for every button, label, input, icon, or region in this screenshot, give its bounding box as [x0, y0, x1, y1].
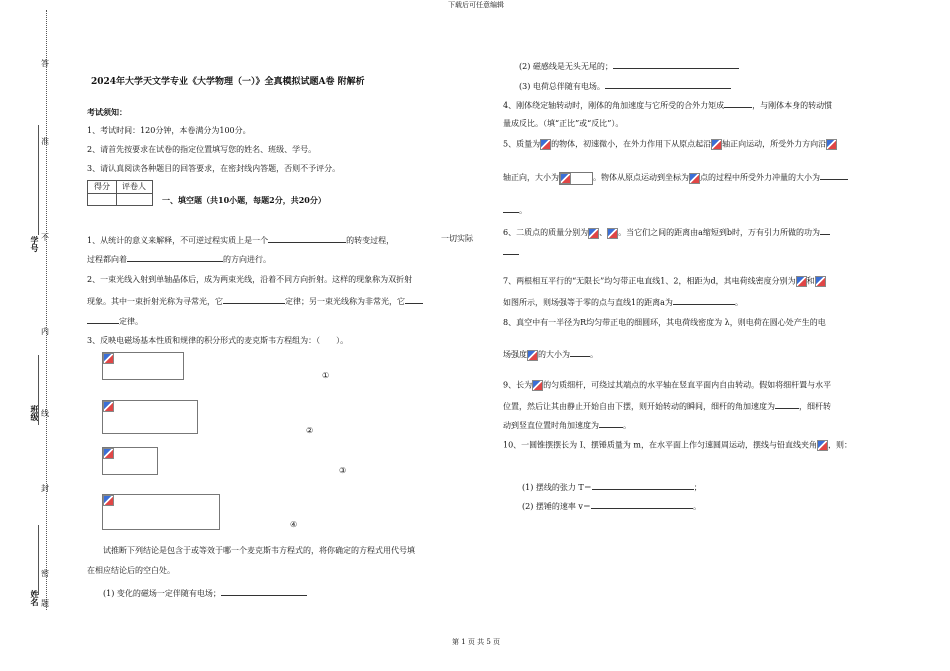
section-title: 一、填空题（共10小题，每题2分，共20分） — [162, 195, 326, 205]
q6-text-b: 、 — [599, 228, 608, 237]
q1-blank-2[interactable] — [127, 253, 223, 262]
q6-line — [503, 226, 830, 239]
q8-text-b: 场强度 — [503, 350, 527, 359]
q5-line1 — [503, 139, 837, 150]
q3-item-3-blank[interactable] — [605, 80, 731, 89]
q2-line1: 2、一束光线入射到单轴晶体后，成为两束光线，沿着不同方向折射。这样的现象称为双折射 — [87, 275, 413, 284]
q1-line2 — [87, 253, 271, 265]
side-char-c: 不 — [41, 233, 49, 242]
broken-image-icon — [796, 276, 807, 287]
q7-line2 — [503, 296, 743, 308]
eq-marker-3: ③ — [339, 466, 347, 475]
side-char-e: 线 — [41, 409, 49, 418]
name-line — [38, 525, 39, 595]
q10-sub-1 — [522, 481, 702, 493]
q1-text-d: 过程都向着 — [87, 255, 127, 264]
label-student-id: 学号 — [30, 236, 40, 252]
q3-instruction-2: 在相应结论后的空白处。 — [87, 566, 175, 575]
q3-item-2-text: (2) 磁感线是无头无尾的； — [519, 62, 613, 71]
q3-item-1-blank[interactable] — [221, 587, 307, 596]
q6-text-a: 6、二质点的质量分别为 — [503, 228, 589, 237]
broken-image-icon — [826, 139, 837, 150]
side-char-h: 题 — [41, 599, 49, 608]
broken-image-icon — [689, 173, 700, 184]
q4-blank[interactable] — [724, 99, 752, 108]
q1-text-e: 的方向进行。 — [223, 255, 271, 264]
notice-1: 1、考试时间：120分钟，本卷满分为100分。 — [87, 126, 251, 135]
broken-image-icon — [527, 350, 538, 361]
q6-blank-b[interactable] — [503, 246, 519, 255]
q2-blank-2a[interactable] — [405, 295, 423, 304]
q7-text-d: 。 — [734, 298, 743, 307]
q10-sub-2-end: 。 — [692, 502, 701, 511]
q4-line1 — [503, 99, 832, 111]
broken-image-icon — [103, 401, 114, 412]
q5-text-d: 轴正向，大小为 — [503, 173, 559, 182]
q6-line2 — [503, 246, 519, 258]
broken-image-icon — [103, 495, 114, 506]
q9-text-b: 的匀质细杆，可绕过其端点的水平轴在竖直平面内自由转动。假如将细杆置与水平 — [543, 380, 832, 390]
eq-marker-1: ① — [322, 371, 330, 380]
q1-line1 — [87, 234, 394, 246]
q5-text-c: 轴正向运动，所受外力方向沿 — [722, 139, 827, 149]
q5-line2 — [503, 171, 848, 185]
q8-line2 — [503, 348, 598, 361]
header-note: 下载后可任意编辑 — [448, 1, 504, 9]
q9-line3 — [503, 419, 631, 431]
q9-blank-1[interactable] — [775, 400, 799, 409]
q10-blank-1[interactable] — [592, 481, 694, 490]
q3-instruction-1: 试推断下列结论是包含于或等效于哪一个麦克斯韦方程式的，将你确定的方程式用代号填 — [103, 546, 415, 555]
broken-image-icon — [540, 139, 551, 150]
q9-line2 — [503, 400, 831, 412]
broken-image-icon — [607, 228, 618, 239]
q5-text-e: 。物体从原点运动到坐标为 — [593, 173, 689, 182]
broken-image-icon — [815, 276, 826, 287]
side-char-f: 封 — [41, 484, 49, 493]
score-box — [87, 180, 153, 206]
q2-blank-1[interactable] — [223, 295, 285, 304]
q3-line: 3、反映电磁场基本性质和规律的积分形式的麦克斯韦方程组为：（ ）。 — [87, 336, 349, 345]
q5-blank-b[interactable] — [503, 204, 519, 213]
q9-text-d: ，细杆转 — [799, 402, 831, 411]
q7-blank[interactable] — [673, 296, 735, 305]
q5-text-b: 的物体，初速微小，在外力作用下从原点起沿 — [551, 139, 712, 149]
broken-image-icon — [560, 173, 571, 184]
q5-text-f: 点的过程中所受外力冲量的大小为 — [700, 173, 820, 182]
q3-item-2-blank[interactable] — [613, 60, 739, 69]
q1-text-a: 1、从统计的意义来解释，不可逆过程实质上是一个 — [87, 236, 269, 245]
q10-sub-2 — [522, 500, 701, 512]
q2-text-d: 定律。 — [119, 317, 143, 326]
notice-3: 3、请认真阅读各种题目的回答要求，在密封线内答题，否则不予评分。 — [87, 164, 341, 173]
q1-blank-1[interactable] — [268, 234, 346, 243]
q10-text-b: ，则： — [828, 440, 853, 450]
q3-item-3-text: (3) 电荷总伴随有电场。 — [519, 82, 605, 91]
q9-text-c: 位置，然后让其由静止开始自由下摆，则开始转动的瞬间，细杆的角加速度为 — [503, 402, 775, 411]
q9-text-f: 。 — [623, 421, 631, 430]
q10-blank-2[interactable] — [591, 500, 693, 509]
broken-image-icon — [817, 440, 828, 451]
q3-item-2 — [519, 60, 739, 72]
q4-text-a: 4、刚体绕定轴转动时，刚体的角加速度与它所受的合外力矩成 — [503, 101, 725, 110]
broken-image-icon — [103, 353, 114, 364]
q6-text-c: 。当它们之间的距离由a缩短到b时，万有引力所做的功为 — [618, 228, 820, 237]
q9-blank-2[interactable] — [599, 419, 623, 428]
q2-text-b: 现象。其中一束折射光称为寻常光，它 — [87, 297, 223, 306]
q3-item-1-text: (1) 变化的磁场一定伴随有电场； — [103, 589, 221, 598]
q8-blank[interactable] — [570, 348, 590, 357]
q7-text-c: 如图所示，则场强等于零的点与直线1的距离a为 — [503, 298, 673, 307]
eq-marker-2: ② — [306, 426, 314, 435]
q9-text-e: 动到竖直位置时角加速度为 — [503, 421, 599, 430]
q5-line3 — [503, 204, 527, 216]
q2-line3 — [87, 315, 143, 327]
q10-sub-1-end: ； — [693, 483, 702, 492]
q8-line1: 8、真空中有一半径为R均匀带正电的细圆环，其电荷线密度为 λ，则电荷在圆心处产生的电 — [503, 318, 826, 327]
q8-text-c: 的大小为 — [538, 350, 570, 359]
q7-line1 — [503, 276, 826, 287]
student-id-line — [38, 125, 39, 235]
page-footer: 第 1 页 共 5 页 — [452, 638, 501, 646]
q4-line2: 量成反比。（填“正比”或“反比”）。 — [503, 119, 624, 128]
q5-blank-a[interactable] — [820, 171, 848, 180]
q3-item-1 — [103, 587, 307, 599]
label-class: 班级 — [30, 405, 40, 421]
q2-text-c: 定律；另一束光线称为非常光，它 — [285, 297, 405, 306]
side-char-g: 密 — [41, 569, 49, 578]
eq-marker-4: ④ — [290, 520, 298, 529]
q7-text-a: 7、两根相互平行的“无限长”均匀带正电直线1、2，相距为d，其电荷线密度分别为 — [503, 276, 796, 286]
broken-image-icon — [103, 448, 114, 459]
q7-text-b: 和 — [806, 276, 815, 286]
q2-line2 — [87, 295, 423, 307]
q5-text-a: 5、质量为 — [503, 139, 541, 149]
broken-image-icon — [711, 139, 722, 150]
q10-text-a: 10、一圆锥摆摆长为 I、摆锤质量为 m，在水平面上作匀速圆周运动，摆线与铅直线夹角 — [503, 440, 818, 450]
q1-text-b: 的转变过程， — [346, 236, 395, 245]
q2-blank-2b[interactable] — [87, 315, 119, 324]
equation-image-1 — [102, 352, 184, 380]
label-name: 姓名 — [30, 590, 40, 606]
q9-line1 — [503, 380, 831, 391]
equation-image-3 — [102, 447, 158, 475]
equation-image-4 — [102, 494, 220, 530]
q6-blank-a[interactable] — [820, 226, 830, 235]
equation-image-2 — [102, 400, 198, 434]
q10-sub-2-text: (2) 摆锤的速率 v＝ — [522, 502, 591, 511]
side-char-d: 内 — [41, 327, 49, 336]
binding-dotted-line — [46, 10, 47, 610]
force-formula-image — [559, 172, 593, 185]
q4-text-b: ，与刚体本身的转动惯 — [752, 101, 833, 110]
broken-image-icon — [532, 380, 543, 391]
score-label: 得分 — [88, 181, 117, 193]
class-line — [38, 355, 39, 425]
q8-text-d: 。 — [590, 350, 598, 359]
q9-text-a: 9、长为 — [503, 380, 533, 390]
q5-text-g: 。 — [519, 206, 527, 215]
q10-line — [503, 440, 852, 451]
broken-image-icon — [588, 228, 599, 239]
q10-sub-1-text: (1) 摆线的张力 T＝ — [522, 483, 592, 492]
page-title: 2024年大学天文学专业《大学物理（一）》全真模拟试题A卷 附解析 — [91, 77, 365, 87]
grader-label: 评卷人 — [122, 182, 146, 191]
side-char-a: 答 — [41, 59, 49, 68]
q1-text-c: 一切实际 — [441, 234, 473, 243]
notice-heading: 考试须知： — [87, 107, 127, 117]
q3-item-3 — [519, 80, 731, 92]
notice-2: 2、请首先按要求在试卷的指定位置填写您的姓名、班级、学号。 — [87, 145, 317, 154]
side-char-b: 准 — [41, 137, 49, 146]
